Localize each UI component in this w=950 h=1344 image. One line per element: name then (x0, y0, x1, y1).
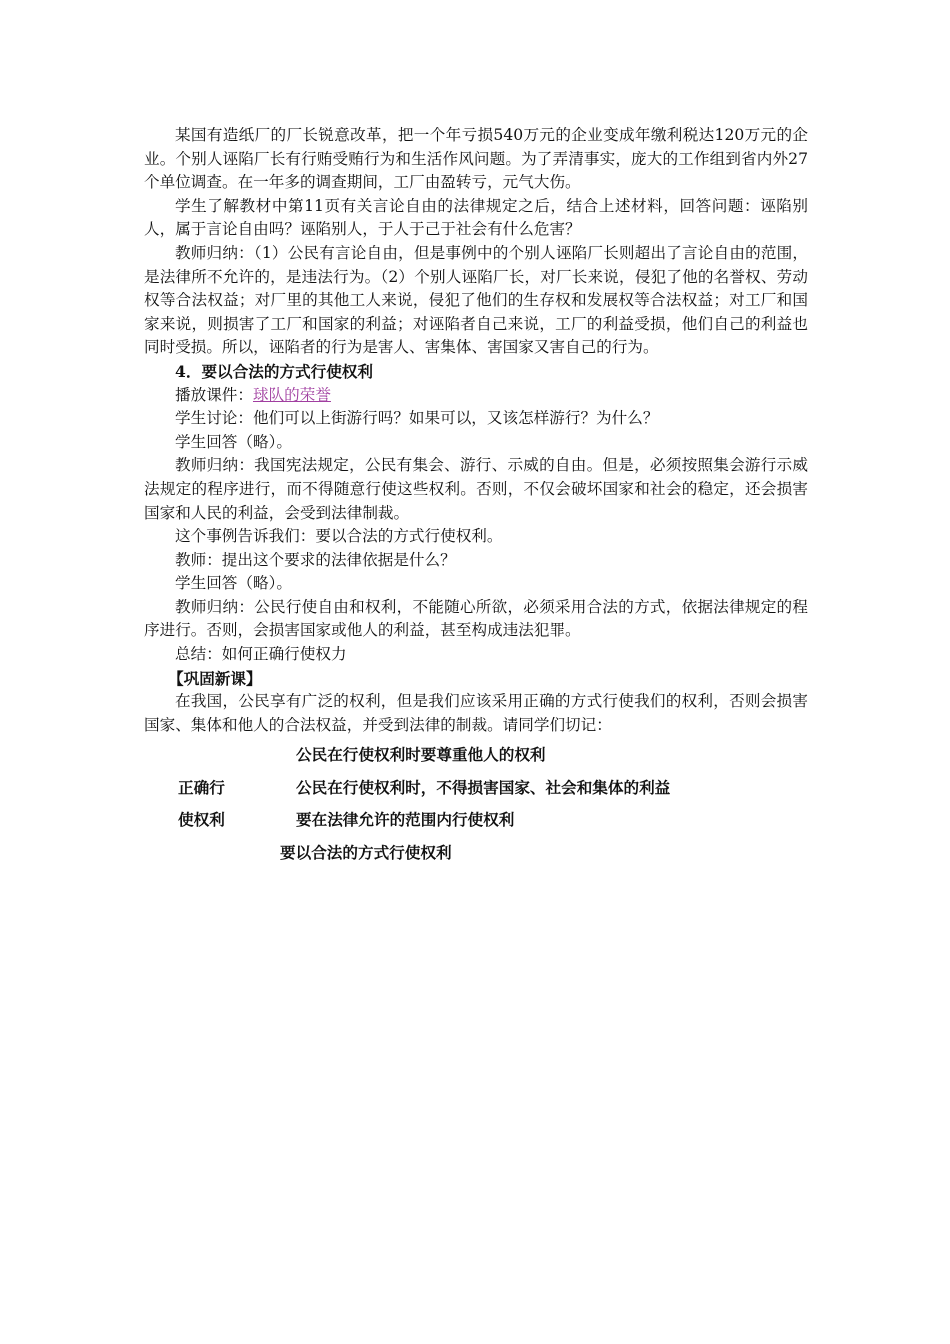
summary-item-2: 公民在行使权利时，不得损害国家、社会和集体的利益 (296, 778, 671, 798)
consolidate-heading: 【巩固新课】 (168, 668, 262, 688)
conclusion-line: 总结：如何正确行使权力 (175, 645, 347, 664)
summary-left-2: 使权利 (178, 810, 225, 830)
teacher-question: 教师：提出这个要求的法律依据是什么？ (175, 550, 456, 569)
student-discussion: 学生讨论：他们可以上街游行吗？如果可以，又该怎样游行？为什么？ (175, 409, 659, 428)
student-answer-1: 学生回答（略）。 (175, 432, 292, 451)
courseware-link[interactable]: 球队的荣誉 (252, 385, 331, 404)
summary-left-1: 正确行 (178, 778, 225, 798)
consolidate-paragraph: 在我国，公民享有广泛的权利，但是我们应该采用正确的方式行使我们的权利，否则会损害国家、集体和他人的合法权益，并受到法律的制裁。请同学们切记： (144, 692, 808, 734)
play-prefix: 播放课件： (175, 385, 253, 404)
teacher-summary-3: 教师归纳：公民行使自由和权利，不能随心所欲，必须采用合法的方式，依据法律规定的程序进行。否则，会损害国家或他人的利益，甚至构成违法犯罪。 (144, 597, 808, 640)
case-paragraph: 某国有造纸厂的厂长锐意改革，把一个年亏损540万元的企业变成年缴利税达120万元的企业。个别人诬陷厂长有行贿受贿行为和生活作风问题。为了弄清事实，庞大的工作组到省内外27个单位调查。在一年多的调查期间，工厂由盈转亏，元气大伤。 (144, 126, 808, 192)
section-heading-4: 4．要以合法的方式行使权利 (175, 361, 373, 381)
lesson-point: 这个事例告诉我们：要以合法的方式行使权利。 (175, 527, 503, 546)
summary-item-4: 要以合法的方式行使权利 (280, 843, 452, 863)
summary-item-3: 要在法律允许的范围内行使权利 (296, 810, 515, 830)
teacher-summary-2: 教师归纳：我国宪法规定，公民有集会、游行、示威的自由。但是，必须按照集会游行示威法规定的程序进行，而不得随意行使这些权利。否则，不仅会破坏国家和社会的稳定，还会损害国家和人民的利益，会受到法律制裁。 (144, 456, 808, 522)
summary-diagram (144, 741, 808, 861)
student-answer-2: 学生回答（略）。 (175, 574, 292, 593)
document-page (144, 124, 808, 861)
student-question-paragraph: 学生了解教材中第11页有关言论自由的法律规定之后，结合上述材料，回答问题：诬陷别人，属于言论自由吗？诬陷别人，于人于己于社会有什么危害？ (144, 196, 808, 239)
teacher-summary-paragraph: 教师归纳：（1）公民有言论自由，但是事例中的个别人诬陷厂长则超出了言论自由的范围，是法律所不允许的，是违法行为。（2）个别人诬陷厂长，对厂长来说，侵犯了他的名誉权、劳动权等合法权益；对厂里的其他工人来说，侵犯了他们的生存权和发展权等合法权益；对工厂和国家来说，则损害了工厂和国家的利益；对诬陷者自己来说，工厂的利益受损，他们自己的利益也同时受损。所以，诬陷者的行为是害人、害集体、害国家又害自己的行为。 (144, 243, 808, 357)
play-courseware-line (144, 384, 808, 408)
summary-item-1: 公民在行使权利时要尊重他人的权利 (296, 745, 546, 765)
